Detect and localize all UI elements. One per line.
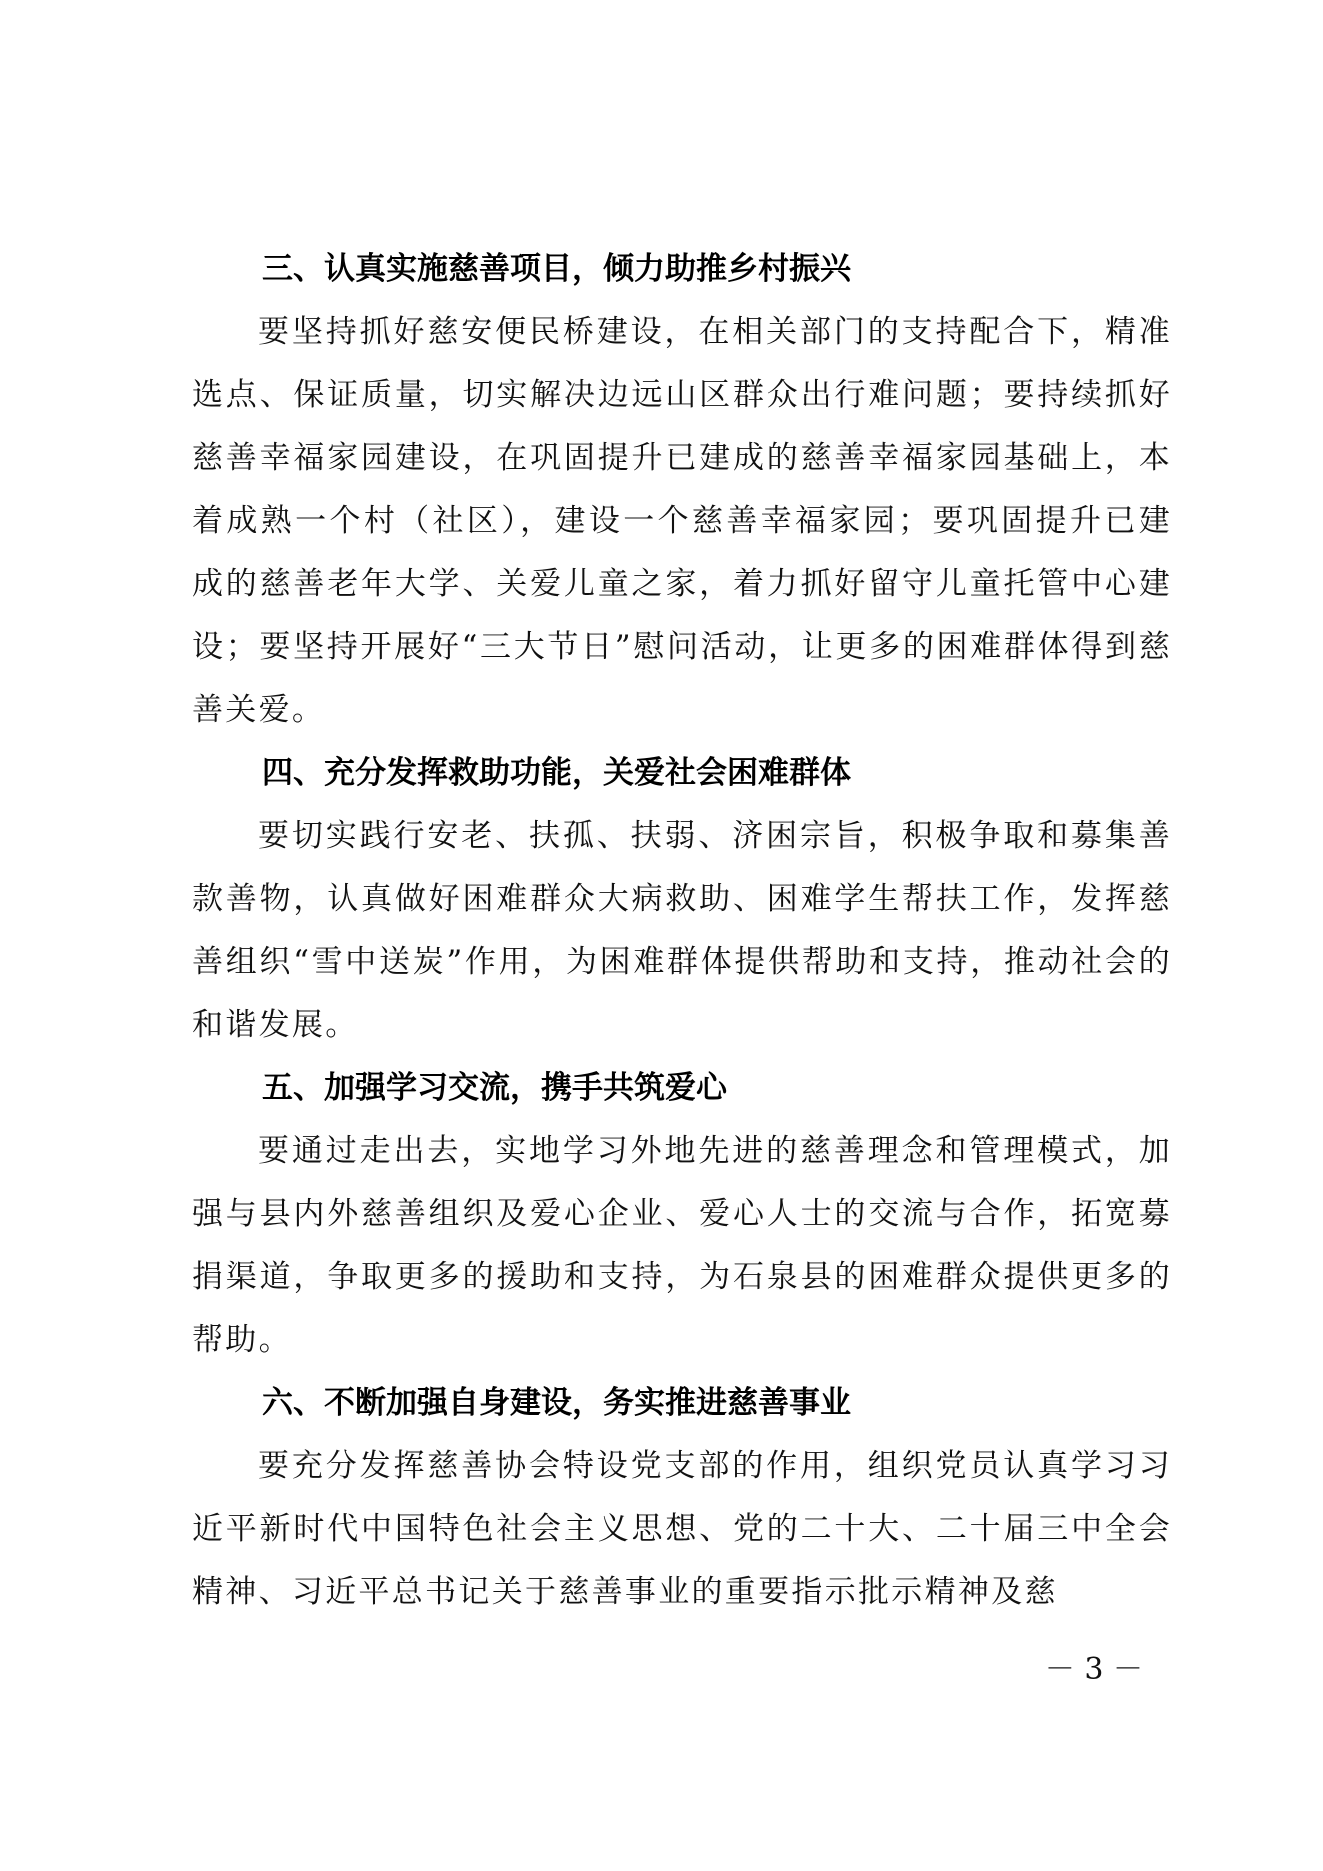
page-number: － 3 － xyxy=(1044,1652,1143,1687)
section-paragraph: 要通过走出去，实地学习外地先进的慈善理念和管理模式，加强与县内外慈善组织及爱心企业、爱心人士的交流与合作，拓宽募捐渠道，争取更多的援助和支持，为石泉县的困难群众提供更多的帮助。 xyxy=(192,1133,1172,1358)
section-heading: 五、加强学习交流，携手共筑爱心 xyxy=(262,1070,727,1106)
section-heading: 四、充分发挥救助功能，关爱社会困难群体 xyxy=(262,755,851,791)
section-paragraph: 要充分发挥慈善协会特设党支部的作用，组织党员认真学习习近平新时代中国特色社会主义思想、党的二十大、二十届三中全会精神、习近平总书记关于慈善事业的重要指示批示精神及慈 xyxy=(192,1448,1172,1610)
section-paragraph: 要坚持抓好慈安便民桥建设，在相关部门的支持配合下，精准选点、保证质量，切实解决边远山区群众出行难问题；要持续抓好慈善幸福家园建设，在巩固提升已建成的慈善幸福家园基础上，本着成熟一个村（社区），建设一个慈善幸福家园；要巩固提升已建成的慈善老年大学、关爱儿童之家，着力抓好留守儿童托管中心建设；要坚持开展好“三大节日”慰问活动，让更多的困难群体得到慈善关爱。 xyxy=(192,314,1172,728)
document-body xyxy=(192,238,1172,1624)
section-4 xyxy=(192,742,1172,1057)
section-6 xyxy=(192,1372,1172,1624)
section-3 xyxy=(192,238,1172,742)
section-heading: 六、不断加强自身建设，务实推进慈善事业 xyxy=(262,1385,851,1421)
section-paragraph: 要切实践行安老、扶孤、扶弱、济困宗旨，积极争取和募集善款善物，认真做好困难群众大病救助、困难学生帮扶工作，发挥慈善组织“雪中送炭”作用，为困难群体提供帮助和支持，推动社会的和谐发展。 xyxy=(192,818,1172,1043)
section-5 xyxy=(192,1057,1172,1372)
section-heading: 三、认真实施慈善项目，倾力助推乡村振兴 xyxy=(262,251,851,287)
